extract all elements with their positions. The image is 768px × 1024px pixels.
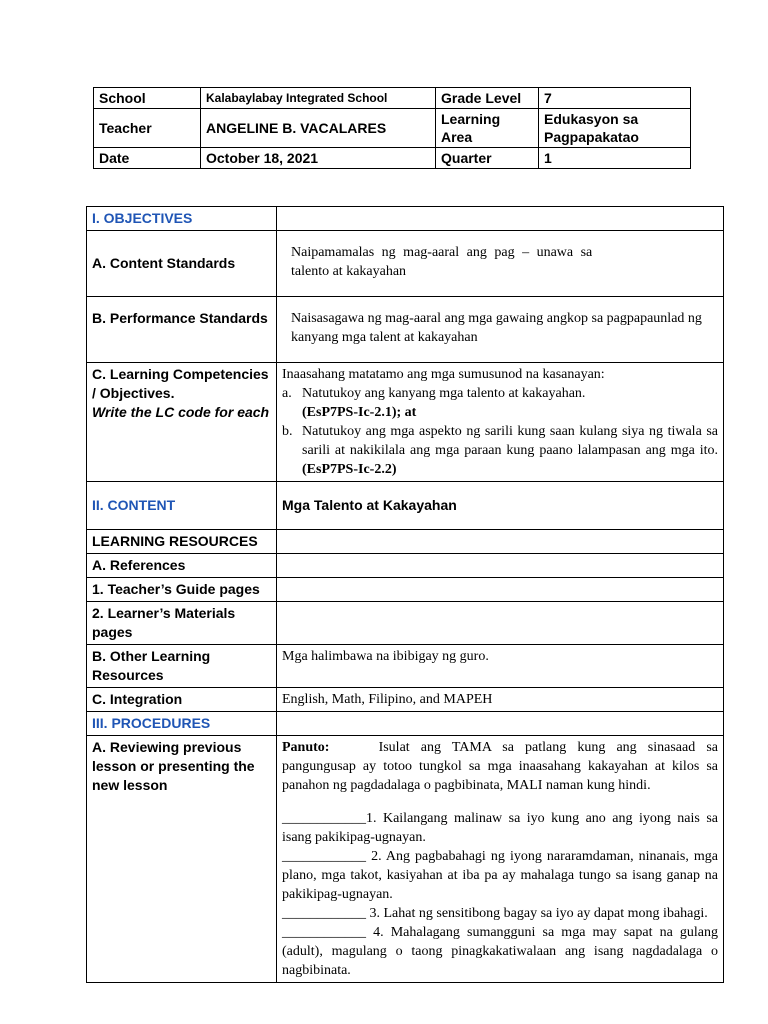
review-item-1: ____________1. Kailangang malinaw sa iyo kung ano ang iyong nais sa isang pakikipag-ugnayan. <box>282 811 718 845</box>
competency-b <box>282 422 718 479</box>
learning-area-label: Learning Area <box>436 109 539 148</box>
other-resources-value: Mga halimbawa na ibibigay ng guro. <box>282 649 489 664</box>
content-value: Mga Talento at Kakayahan <box>282 497 457 513</box>
panuto-label: Panuto: <box>282 740 330 755</box>
teachers-guide-label: 1. Teacher’s Guide pages <box>92 581 260 597</box>
competencies-intro: Inaasahang matatamo ang mga sumusunod na kasanayan: <box>282 367 605 382</box>
other-resources-label: B. Other Learning Resources <box>92 648 211 683</box>
reviewing-lesson-label: A. Reviewing previous lesson or presenting the new lesson <box>92 739 255 793</box>
competency-b-marker: b. <box>282 424 293 439</box>
competency-a <box>282 384 718 422</box>
teacher-label: Teacher <box>94 109 201 148</box>
review-item-3: ____________ 3. Lahat ng sensitibong bagay sa iyo ay dapat mong ibahagi. <box>282 906 708 921</box>
school-label: School <box>94 88 201 109</box>
competency-b-text: Natutukoy ang mga aspekto ng sarili kung saan kulang siya ng tiwala sa sarili at nakikilala ang mga paraan kung paano lalampasan ang mga ito. <box>302 424 718 458</box>
review-item-4: ____________ 4. Mahalagang sumangguni sa mga may sapat na gulang (adult), magulang o taong pinagkakatiwalaan ang isang nagdadalaga o nagbibinata. <box>282 925 718 978</box>
performance-standards-label: B. Performance Standards <box>92 310 268 326</box>
school-value: Kalabaylabay Integrated School <box>201 88 436 109</box>
objectives-heading: I. OBJECTIVES <box>92 210 193 226</box>
performance-standards-text-1: Naisasagawa ng mag-aaral ang mga gawaing angkop sa pagpapaunlad ng <box>291 311 702 326</box>
procedures-heading: III. PROCEDURES <box>92 715 211 731</box>
lesson-info-table <box>93 87 691 169</box>
competency-a-text: Natutukoy ang kanyang mga talento at kakayahan. <box>302 386 586 401</box>
lc-code-note: Write the LC code for each <box>92 404 270 420</box>
references-label: A. References <box>92 557 186 573</box>
performance-standards-text-2: kanyang mga talent at kakayahan <box>291 330 478 345</box>
competency-b-code: (EsP7PS-Ic-2.2) <box>302 462 397 477</box>
learning-competencies-label: C. Learning Competencies / Objectives. <box>92 366 269 401</box>
content-standards-label: A. Content Standards <box>92 255 236 271</box>
panuto-instructions <box>282 738 718 795</box>
teacher-value: ANGELINE B. VACALARES <box>201 109 436 148</box>
learners-materials-label: 2. Learner’s Materials pages <box>92 605 236 640</box>
panuto-text: Isulat ang TAMA sa patlang kung ang sinasaad sa pangungusap ay totoo tungkol sa mga inaasahang kakayahan at kilos sa panahon ng pagdadalaga o pagbibinata, MALI naman kung hindi. <box>282 740 718 793</box>
quarter-label: Quarter <box>436 148 539 169</box>
content-standards-text-2: talento at kakayahan <box>291 264 407 279</box>
integration-value: English, Math, Filipino, and MAPEH <box>282 692 493 707</box>
quarter-value: 1 <box>539 148 691 169</box>
grade-level-label: Grade Level <box>436 88 539 109</box>
date-value: October 18, 2021 <box>201 148 436 169</box>
content-heading: II. CONTENT <box>92 497 176 513</box>
integration-label: C. Integration <box>92 691 183 707</box>
date-label: Date <box>94 148 201 169</box>
lesson-plan-table <box>86 206 724 983</box>
competency-a-code: (EsP7PS-Ic-2.1); at <box>302 405 417 420</box>
review-item-2: ____________ 2. Ang pagbabahagi ng iyong nararamdaman, ninanais, mga plano, mga takot, kasiyahan at iba pa ay mahalaga tungo sa isang ganap na pakikipag-ugnayan. <box>282 849 718 902</box>
grade-level-value: 7 <box>539 88 691 109</box>
learning-area-value: Edukasyon sa Pagpapakatao <box>539 109 691 148</box>
competency-a-marker: a. <box>282 386 292 401</box>
content-standards-text-1: Naipamamalas ng mag-aaral ang pag – unawa sa <box>291 245 593 260</box>
learning-resources-heading: LEARNING RESOURCES <box>92 533 258 549</box>
